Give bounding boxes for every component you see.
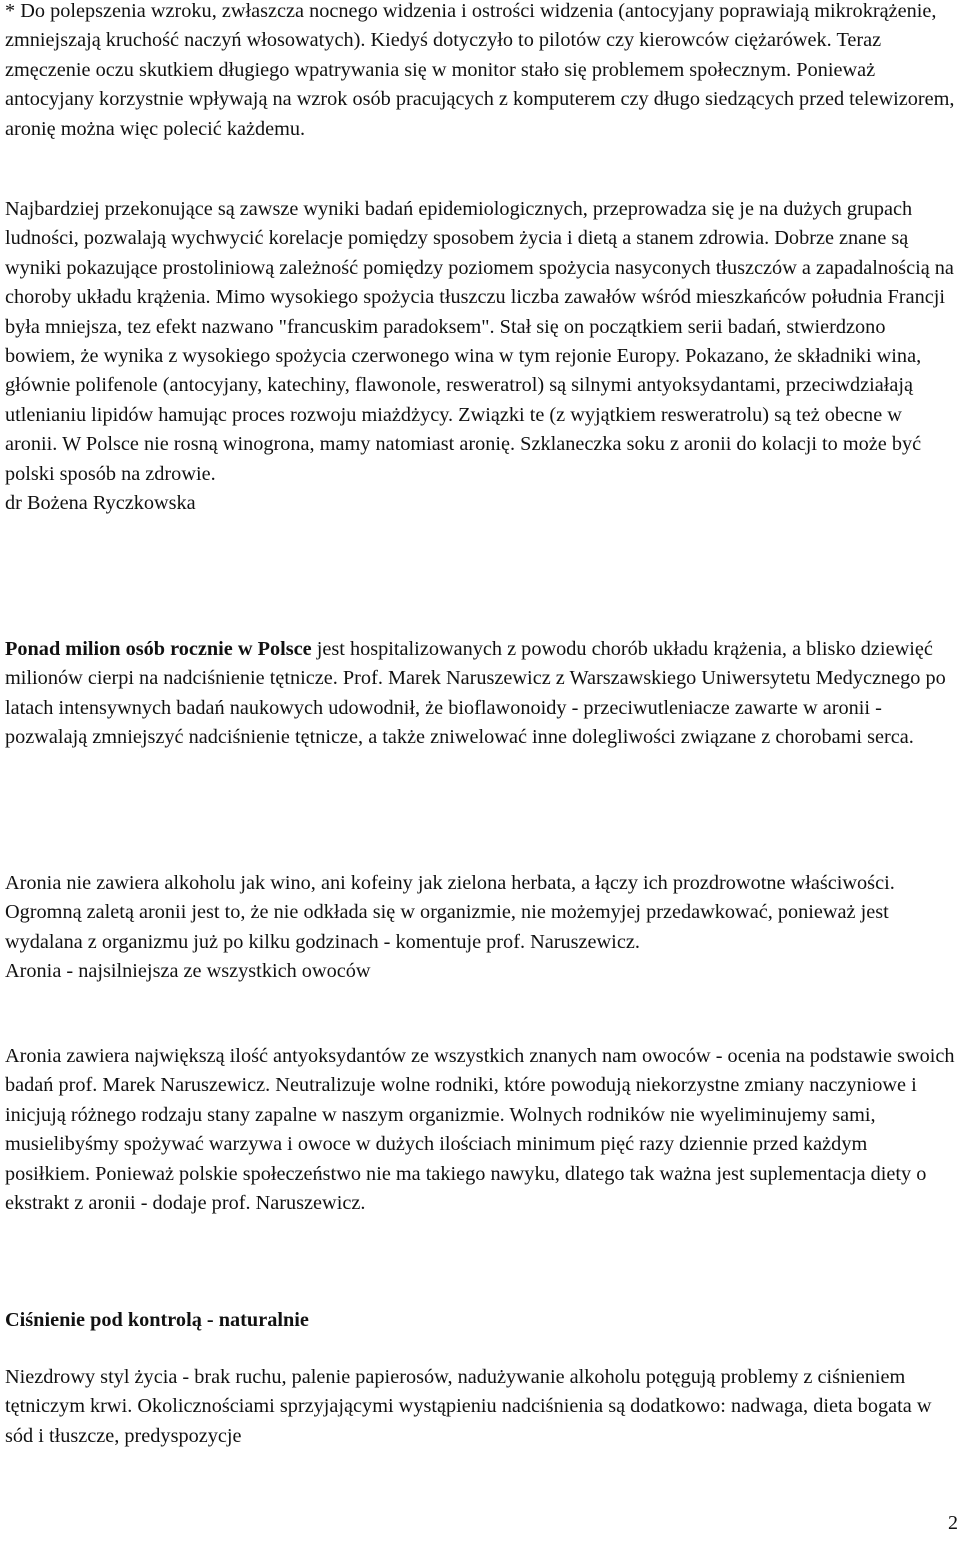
paragraph-vision: * Do polepszenia wzroku, zwłaszcza nocnego widzenia i ostrości widzenia (antocyjany poprawiają mikrokrążenie, zmniejszają kruchość naczyń włosowatych). Kiedyś dotyczyło to pilotów czy kierowców ciężarówek. Teraz zmęczenie oczu skutkiem długiego wpatrywania się w monitor stało się problemem społecznym. Ponieważ antocyjany korzystnie wpływają na wzrok osób pracujących z komputerem czy długo siedzących przed telewizorem, aronię można więc polecić każdemu. bbox=[5, 0, 955, 140]
paragraph-hospitalization-text: jest hospitalizowanych z powodu chorób układu krążenia, a blisko dziewięć milionów cierpi na nadciśnienie tętnicze. Prof. Marek Naruszewicz z Warszawskiego Uniwersytetu Medycznego po latach intensywnych badań naukowych udowodnił, że bioflawonoidy - przeciwutleniacze zawarte w aronii - pozwalają zmniejszyć nadciśnienie tętnicze, a także zniwelować inne dolegliwości związane z chorobami serca. bbox=[5, 638, 946, 749]
paragraph-hospitalization bbox=[5, 635, 955, 753]
paragraph-epidemiology bbox=[5, 195, 955, 518]
paragraph-no-alcohol-text: Aronia nie zawiera alkoholu jak wino, ani kofeiny jak zielona herbata, a łączy ich prozdrowotne właściwości. Ogromną zaletą aronii jest to, że nie odkłada się w organizmie, nie możemyjej przedawkować, ponieważ jest wydalana z organizmu już po kilku godzinach - komentuje prof. Naruszewicz. bbox=[5, 872, 895, 953]
paragraph-lead-bold: Ponad milion osób rocznie w Polsce bbox=[5, 638, 312, 660]
section-heading-pressure: Ciśnienie pod kontrolą - naturalnie bbox=[5, 1309, 309, 1331]
paragraph-no-alcohol bbox=[5, 869, 955, 987]
paragraph-epidemiology-text: Najbardziej przekonujące są zawsze wyniki badań epidemiologicznych, przeprowadza się je na dużych grupach ludności, pozwalają wychwycić korelacje pomiędzy sposobem życia i dietą a stanem zdrowia. Dobrze znane są wyniki pokazujące prostoliniową zależność pomiędzy poziomem spożycia nasyconych tłuszczów a zapadalnością na choroby układu krążenia. Mimo wysokiego spożycia tłuszczu liczba zawałów wśród mieszkańców południa Francji była mniejsza, tez efekt nazwano "francuskim paradoksem". Stał się on początkiem serii badań, stwierdzono bowiem, że wynika z wysokiego spożycia czerwonego wina w tym rejonie Europy. Pokazano, że składniki wina, głównie polifenole (antocyjany, katechiny, flawonole, resweratrol) są silnymi antyoksydantami, przeciwdziałają utlenianiu lipidów hamując proces rozwoju miażdżycy. Związki te (z wyjątkiem resweratrolu) są też obecne w aronii. W Polsce nie rosną winogrona, mamy natomiast aronię. Szklaneczka soku z aronii do kolacji to może być polski sposób na zdrowie. bbox=[5, 198, 954, 485]
section-subtitle: Aronia - najsilniejsza ze wszystkich owoców bbox=[5, 960, 371, 983]
paragraph-antioxidants: Aronia zawiera największą ilość antyoksydantów ze wszystkich znanych nam owoców - ocenia na podstawie swoich badań prof. Marek Naruszewicz. Neutralizuje wolne rodniki, które powodują niekorzystne zmiany naczyniowe i inicjują różnego rodzaju stany zapalne w naszym organizmie. Wolnych rodników nie wyeliminujemy sami, musielibyśmy spożywać warzywa i owoce w dużych ilościach minimum pięć razy dziennie przed każdym posiłkiem. Ponieważ polskie społeczeństwo nie ma takiego nawyku, dlatego tak ważna jest suplementacja diety o ekstrakt z aronii - dodaje prof. Naruszewicz. bbox=[5, 1045, 955, 1215]
author-signature: dr Bożena Ryczkowska bbox=[5, 492, 196, 515]
page-number: 2 bbox=[948, 1512, 958, 1534]
paragraph-lifestyle: Niezdrowy styl życia - brak ruchu, palenie papierosów, nadużywanie alkoholu potęgują problemy z ciśnieniem tętniczym krwi. Okolicznościami sprzyjającymi wystąpieniu nadciśnienia są dodatkowo: nadwaga, dieta bogata w sód i tłuszcze, predyspozycje bbox=[5, 1366, 932, 1447]
